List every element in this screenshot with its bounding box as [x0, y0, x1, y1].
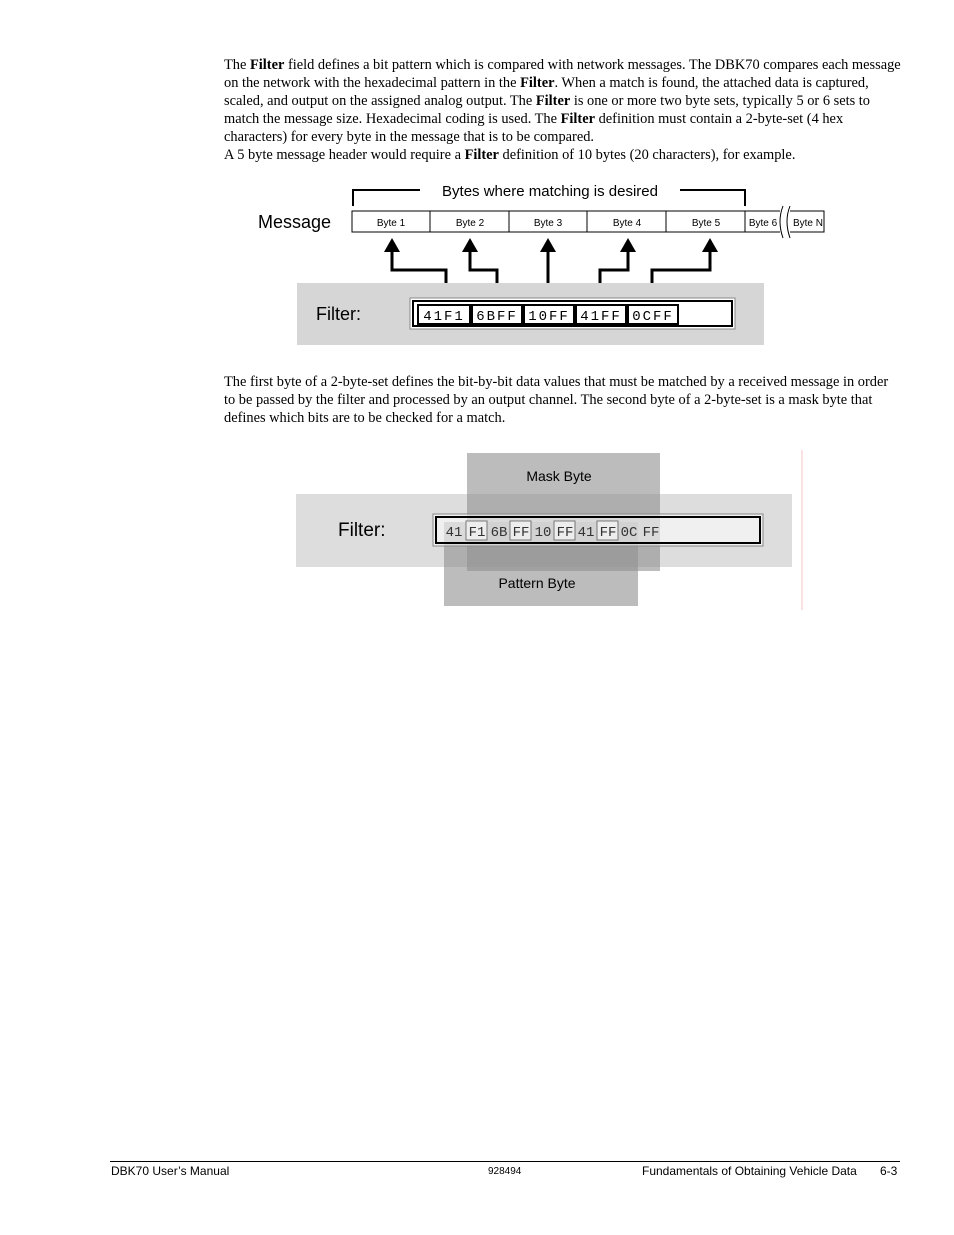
filter-set: 10FF: [528, 309, 570, 325]
byte-cell: Byte 3: [533, 218, 563, 229]
mask-byte-label: Mask Byte: [526, 468, 592, 484]
filter-term: Filter: [464, 147, 499, 163]
byte-cell: Byte 2: [455, 218, 485, 229]
pattern-pair: 10: [534, 525, 552, 541]
footer-page-number: 6-3: [880, 1164, 898, 1178]
arrow-heads: [384, 238, 718, 252]
text-run: is one or more two byte sets, typically 5 or 6 sets to match the message size. Hexadecimal coding is used. The: [224, 93, 870, 127]
byte-cell: Byte N: [792, 218, 824, 229]
footer-chapter-title: Fundamentals of Obtaining Vehicle Data: [642, 1164, 857, 1178]
byte-cell: Byte 5: [691, 218, 721, 229]
mask-pair: FF: [556, 525, 574, 541]
message-row: [352, 206, 824, 238]
filter-term: Filter: [520, 75, 555, 91]
text-run: . When a match is found, the attached data is captured, scaled, and output on the assigned analog output. The: [224, 75, 869, 109]
bracket-label: Bytes where matching is desired: [442, 183, 658, 200]
filter-set: 0CFF: [632, 309, 674, 325]
filter-term: Filter: [249, 57, 285, 73]
footer-rule: [110, 1161, 900, 1162]
filter-term: Filter: [560, 111, 595, 127]
mask-pair: FF: [599, 525, 617, 541]
footer-doc-number: 928494: [488, 1166, 522, 1177]
mask-pair: FF: [642, 525, 660, 541]
intro-paragraph: [224, 56, 904, 164]
pattern-pair: 6B: [490, 525, 508, 541]
filter-label: Filter:: [316, 304, 361, 324]
text-run: field defines a bit pattern which is compared with network messages. The DBK70 compares each message on the network with the hexadecimal pattern in the: [224, 57, 901, 91]
byte-cell: Byte 6: [748, 218, 778, 229]
footer-manual-title: DBK70 User’s Manual: [111, 1164, 230, 1178]
pattern-pair: 41: [445, 525, 463, 541]
filter-label: Filter:: [338, 520, 386, 541]
byte-cell: Byte 4: [612, 218, 642, 229]
filter-set: 41FF: [580, 309, 622, 325]
message-label: Message: [258, 212, 332, 232]
pattern-pair: 41: [577, 525, 595, 541]
text-run: definition of 10 bytes (20 characters), for example.: [498, 147, 796, 163]
byte-cell: Byte 1: [376, 218, 406, 229]
byte-set-paragraph: The first byte of a 2-byte-set defines the bit-by-bit data values that must be matched by a received message in order to be passed by the filter and processed by an output channel. The second byte of a 2-byte-set is a mask byte that defines which bits are to be checked for a match.: [224, 374, 889, 426]
text-run: definition must contain a 2-byte-set (4 hex characters) for every byte in the message that is to be compared.: [224, 111, 844, 145]
mask-pair: FF: [512, 525, 530, 541]
text-run: The: [224, 57, 250, 73]
text-run: A 5 byte message header would require a: [224, 147, 465, 163]
pattern-byte-label: Pattern Byte: [498, 575, 576, 591]
mask-pattern-diagram: [296, 450, 816, 615]
mask-pair: F1: [468, 525, 486, 541]
byte-matching-diagram: [250, 180, 850, 350]
filter-set: 41F1: [423, 309, 465, 325]
pattern-pair: 0C: [620, 525, 638, 541]
filter-term: Filter: [535, 93, 571, 109]
filter-set: 6BFF: [476, 309, 518, 325]
